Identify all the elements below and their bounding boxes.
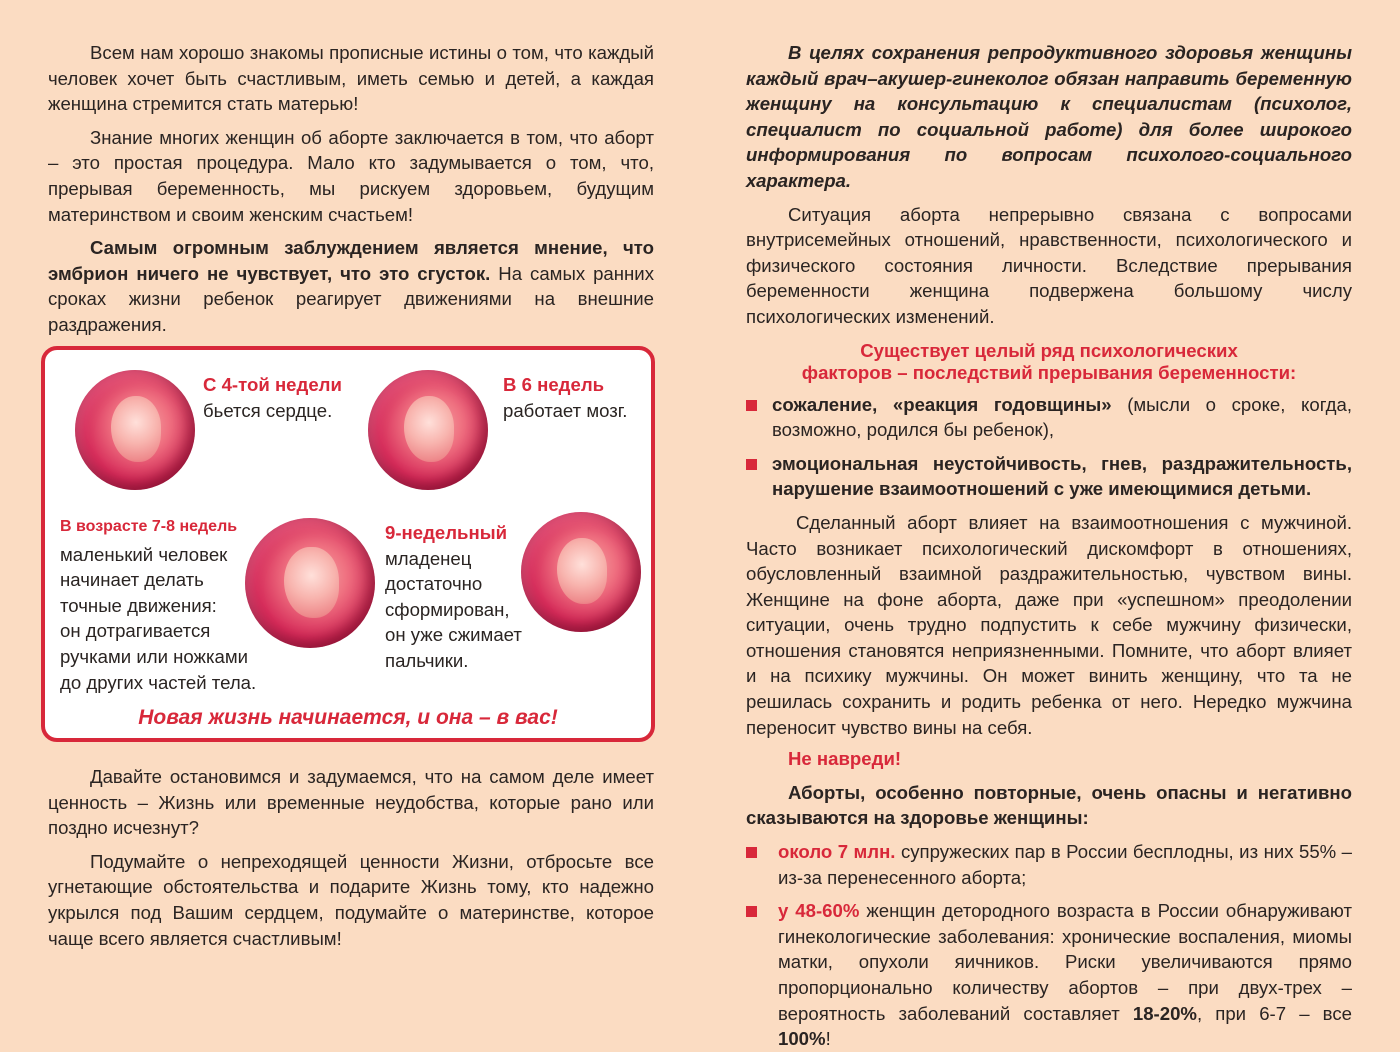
stage-heading: В возрасте 7-8 недель	[60, 518, 238, 535]
stage-9-weeks	[385, 520, 522, 674]
stage-heading: С 4-той недели	[203, 374, 342, 395]
stage-line: точные движения:	[60, 594, 217, 616]
stat-highlight: у 48-60%	[778, 900, 860, 922]
stage-line: начинает делать	[60, 569, 204, 591]
stat-item	[746, 839, 1352, 890]
value-of-life-paragraph: Подумайте о непреходящей ценности Жизни, отбросьте все угнетающие обстоятельства и подарите Жизнь тому, кто надежно укрылся под Вашим сердцем, подумайте о материнстве, которое чаще всего является счастливым!	[48, 850, 654, 949]
stage-line: пальчики.	[385, 649, 469, 671]
stat-text: !	[825, 1028, 831, 1050]
factor-bold: сожаление, «реакция годовщины»	[772, 393, 1112, 415]
bullet-square-icon	[746, 847, 757, 858]
stage-line: младенец	[385, 547, 472, 569]
misconception-rest: На самых ранних сроках жизни ребенок реагирует движениями на внешние раздражения.	[48, 262, 654, 335]
reflection-paragraph: Давайте остановимся и задумаемся, что на самом деле имеет ценность – Жизнь или временные неудобства, которые рано или поздно исчезнут?	[48, 766, 654, 839]
stage-line: достаточно	[385, 573, 483, 595]
embryo-9-weeks-image	[521, 512, 641, 632]
bullet-square-icon	[746, 400, 757, 411]
misconception-bold: Самым огромным заблуждением является мнение, что эмбрион ничего не чувствует, что это сгусток.	[48, 237, 654, 284]
left-column	[48, 40, 654, 338]
embryo-misconception-paragraph	[48, 235, 654, 337]
bullet-square-icon	[746, 906, 757, 917]
stage-heading: 9-недельный	[385, 522, 508, 543]
stat-text: , при 6-7 – все	[1196, 1002, 1352, 1024]
factors-heading-line: Существует целый ряд психологических	[860, 339, 1238, 361]
stat-bold-value: 100%	[778, 1028, 826, 1050]
abortion-situation-paragraph: Ситуация аборта непрерывно связана с вопросами внутрисемейных отношений, нравственности, психологического и физического состояния личности. Вследствие прерывания беременности женщина подвержена большому числу психологических изменений.	[746, 203, 1352, 327]
abortion-knowledge-paragraph: Знание многих женщин об аборте заключается в том, что аборт – это простая процедура. Мало кто задумывается о том, что, прерывая беременность, мы рискуем здоровьем, будущим материнством и своим женским счастьем!	[48, 126, 654, 225]
factor-bold: эмоциональная неустойчивость, гнев, раздражительность, нарушение взаимоотношений с уже имеющимися детьми.	[772, 452, 1352, 500]
stage-7-8-weeks	[60, 514, 256, 695]
right-column	[746, 40, 1352, 1052]
reproductive-health-paragraph: В целях сохранения репродуктивного здоровья женщины каждый врач–акушер-гинеколог обязан направить беременную женщину на консультацию к специалистам (психолог, специалист по социальной работе) для более широкого информирования по вопросам психолого-социального характера.	[746, 42, 1352, 191]
factor-item	[746, 392, 1352, 443]
factor-item	[746, 451, 1352, 502]
stat-text: супружеских пар в России бесплодны, из них 55% – из-за перенесенного аборта;	[778, 841, 1353, 888]
embryo-development-infobox	[41, 346, 655, 742]
stage-heading: В 6 недель	[503, 374, 605, 395]
intro-paragraph: Всем нам хорошо знакомы прописные истины о том, что каждый человек хочет быть счастливым, иметь семью и детей, а каждая женщина стремится стать матерью!	[48, 42, 654, 115]
embryo-4-weeks-image	[75, 370, 195, 490]
slogan: Новая жизнь начинается, и она – в вас!	[138, 706, 558, 729]
stat-bold-value: 18-20%	[1132, 1002, 1197, 1024]
stage-text: работает мозг.	[503, 399, 628, 421]
stat-item	[746, 898, 1352, 1052]
factors-heading	[746, 340, 1352, 384]
abortion-danger-paragraph: Аборты, особенно повторные, очень опасны и негативно сказываются на здоровье женщины:	[746, 781, 1352, 829]
stage-6-weeks	[503, 372, 627, 423]
embryo-6-weeks-image	[368, 370, 488, 490]
factor-rest: (мысли о сроке, когда, возможно, родился бы ребенок),	[772, 393, 1352, 441]
stage-line: он дотрагивается	[60, 620, 211, 642]
stage-line: ручками или ножками	[60, 645, 249, 667]
stage-line: маленький человек	[60, 543, 228, 565]
embryo-7-8-weeks-image	[245, 518, 375, 648]
do-no-harm-heading: Не навреди!	[788, 748, 902, 770]
stage-line: он уже сжимает	[385, 624, 522, 646]
stage-line: сформирован,	[385, 598, 510, 620]
stage-4-weeks	[203, 372, 342, 423]
bullet-square-icon	[746, 459, 757, 470]
left-column-bottom	[48, 764, 654, 951]
stage-line: до других частей тела.	[60, 671, 257, 693]
relationship-paragraph: Сделанный аборт влияет на взаимоотношения с мужчиной. Часто возникает психологический дискомфорт в отношениях, обусловленный взаимной раздражительностью, чувством вины. Женщине на фоне аборта, даже при «успешном» преодолении ситуации, очень трудно подпустить к себе мужчину физически, отношения становятся неприязненными. Помните, что аборт влияет и на психику мужчины. Он может винить женщину, что та не решилась сохранить и родить ребенка от него. Нередко мужчина переносит чувство вины на себя.	[746, 511, 1352, 738]
factors-heading-line: факторов – последствий прерывания беременности:	[801, 361, 1297, 383]
stat-text: женщин детородного возраста в России обнаруживают гинекологические заболевания: хронические воспаления, миомы матки, опухоли яичников. Риски увеличиваются прямо пропорционально количеству абортов – при двух-трех – вероятность заболеваний составляет	[778, 900, 1352, 1024]
stage-text: бьется сердце.	[203, 399, 333, 421]
stat-highlight: около 7 млн.	[778, 841, 896, 863]
